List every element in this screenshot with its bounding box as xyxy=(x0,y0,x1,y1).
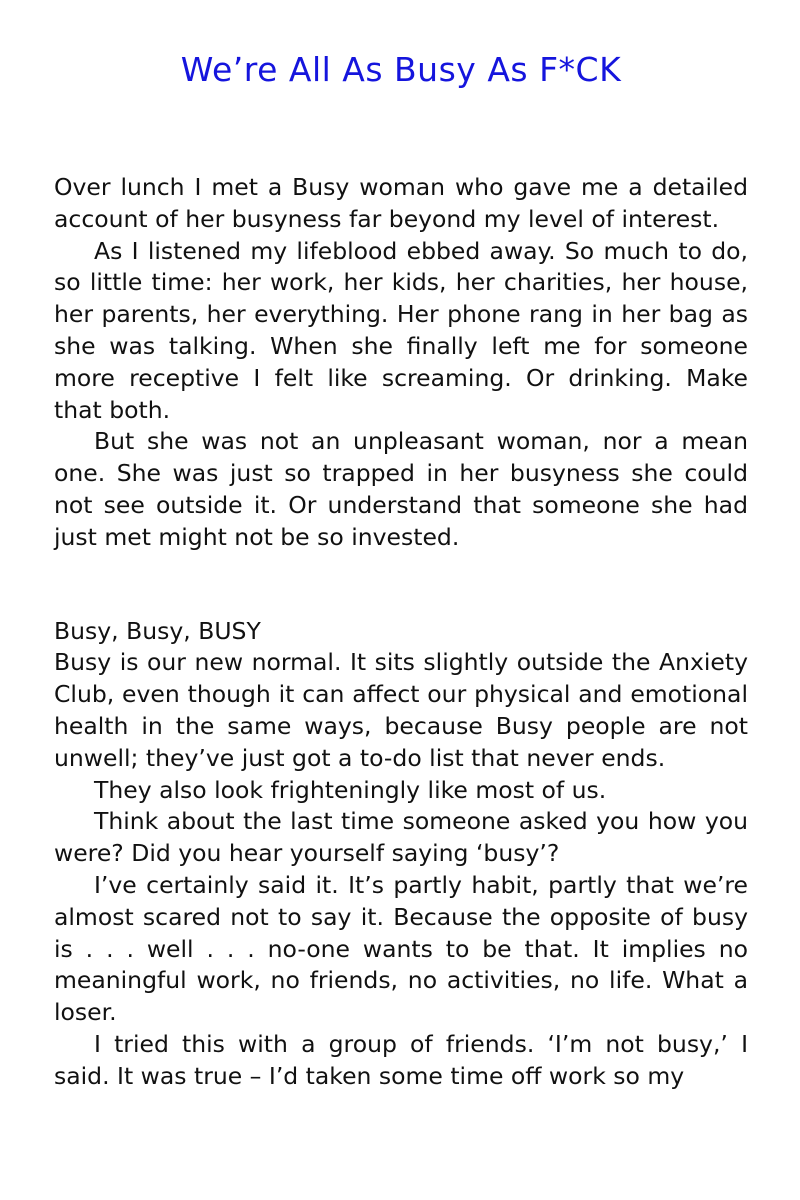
section-paragraph-5: I tried this with a group of friends. ‘I’m not busy,’ I said. It was true – I’d taken some time off work so my xyxy=(54,1029,748,1090)
intro-paragraph-3: But she was not an unpleasant woman, nor a mean one. She was just so trapped in her busyness she could not see outside it. Or understand that someone she had just met might not be so invested. xyxy=(54,427,748,551)
section-heading: Busy, Busy, BUSY xyxy=(54,616,261,645)
section-paragraph-4: I’ve certainly said it. It’s partly habit, partly that we’re almost scared not to say it. Because the opposite of busy is . . . well . . . no-one wants to be that. It implies no meaningful work, no friends, no activities, no life. What a loser. xyxy=(54,870,748,1027)
intro-paragraph-1: Over lunch I met a Busy woman who gave me a detailed account of her busyness far beyond my level of interest. xyxy=(54,173,748,233)
section-paragraph-2: They also look frighteningly like most of us. xyxy=(94,775,607,804)
chapter-title: We’re All As Busy As F*CK xyxy=(180,50,622,89)
section-paragraph-3: Think about the last time someone asked you how you were? Did you hear yourself saying ‘busy’? xyxy=(54,807,748,868)
intro-text xyxy=(54,172,748,554)
section-paragraph-1: Busy is our new normal. It sits slightly outside the Anxiety Club, even though it can affect our physical and emotional health in the same ways, because Busy people are not unwell; they’ve just got a to-do list that never ends. xyxy=(54,648,748,772)
intro-paragraph-2: As I listened my lifeblood ebbed away. So much to do, so little time: her work, her kids, her charities, her house, her parents, her everything. Her phone rang in her bag as she was talking. When she finally left me for someone more receptive I felt like screaming. Or drinking. Make that both. xyxy=(54,236,748,424)
book-page xyxy=(54,0,748,1093)
section-text xyxy=(54,647,748,1092)
